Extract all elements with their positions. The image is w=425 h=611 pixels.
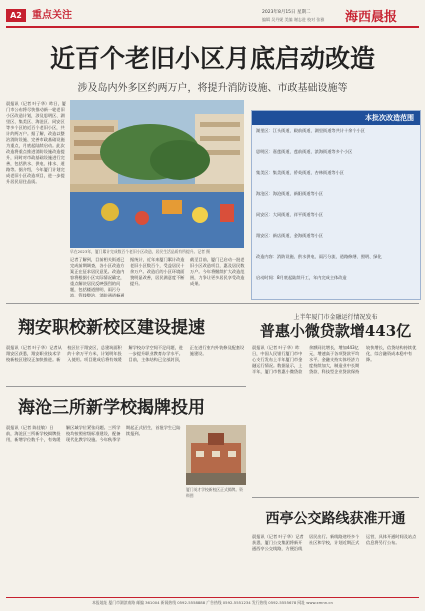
scope-item: 海沧区：海沧街道、新阳街道等小区 xyxy=(256,191,324,196)
lead-subheadline: 涉及岛内外多区约两万户，将提升消防设施、市政基础设施等 xyxy=(77,83,348,94)
article-4-kicker: 上半年厦门市金融运行情况发布 xyxy=(293,314,378,321)
article-4-headline: 普惠小微贷款增443亿 xyxy=(259,322,412,340)
page-number-badge: A2 xyxy=(6,9,26,22)
section-name: 重点关注 xyxy=(32,10,72,21)
paper-logo: 海西晨报 xyxy=(345,10,398,25)
section-divider xyxy=(6,303,419,304)
article-3-headline: 海沧三所新学校揭牌投用 xyxy=(18,398,205,418)
article-3-photo xyxy=(186,425,246,485)
playground-illustration xyxy=(70,100,244,248)
scope-item: 湖里区：江头街道、殿前街道、湖里街道等共计十余个小区 xyxy=(256,128,365,133)
article-3-body: 晨报讯（记者 陈佳敏）日前，海沧区三所新学校揭牌投用，新增学位数千个，有效缓解区域学位紧张问题。三所学校均按照省级标准建设，配备现代化教学设施。今年秋季学期起正式招生，首批学生已陆续报到。 xyxy=(6,425,181,442)
scope-item: 同安区：大同街道、祥平街道等小区 xyxy=(256,212,324,217)
article-2-headline: 翔安职校新校区建设提速 xyxy=(18,318,205,338)
lead-column-2: 记者了解到，目前相关街道已完成前期调查，各小区改造方案正在征求居民意见。改造内容将根据小区实际情况确定，重点解决居民反映强烈的问题，包括楼道照明、雨污分流、管线整治、消防通道畅通 xyxy=(70,257,125,297)
scope-item: 启动时间：8月底起陆续开工，年内完成主体改造 xyxy=(256,275,347,280)
article-2-body: 晨报讯（记者 叶子华）记者从翔安区获悉，翔安职业技术学校新校区建设正加快推进。新校区位于翔安区，总建筑面积约十余万平方米，计划明年投入使用。项目建成后将有效缓解学校办学空间不足问题，进一步提升职业教育办学水平。目前，主体结构已全部封顶，正在进行室内外装修及配套设施建设。 xyxy=(6,345,245,362)
article-divider xyxy=(252,497,419,498)
date-line: 2023年8月15日 星期二 xyxy=(262,10,311,15)
scope-item: 思明区：嘉莲街道、莲前街道、滨海街道等多个小区 xyxy=(256,149,353,154)
article-5-body: 晨报讯（记者 叶子华）记者获悉，厦门公交集团将新开通西亭公交线路，方便沿线居民出行。新线路途经多个社区和学校，计划近期正式运营，具体开通时间及站点信息将另行公布。 xyxy=(252,534,417,551)
renovation-scope-title: 本批次改造范围 xyxy=(252,111,420,125)
article-divider xyxy=(6,386,246,387)
school-illustration xyxy=(186,425,246,485)
lead-headline: 近百个老旧小区月底启动改造 xyxy=(49,44,375,73)
article-5-headline: 西亭公交路线获准开通 xyxy=(265,511,406,527)
scope-item: 改造内容：消防设施、供水供电、雨污分流、道路修缮、照明、绿化 xyxy=(256,254,382,259)
footer-rule xyxy=(6,597,419,598)
lead-column-1: 晨报讯（记者 叶子华）昨日，厦门市公布将尽快推动新一轮老旧小区改造计划，涉及思明区、湖里区、集美区、海沧区、同安区等多个区的近百个老旧小区，共计约两万户。据了解，改造以整治消防设施、完善市政基础设施为重点，月底起陆续启动。此次改造将重点推进消防设施改造提升，同时对市政基础设施进行完善，包括供水、供电、排水、道路等。据介绍，今年厦门计划完成老旧小区改造项目，进一步提升居民居住品质。 xyxy=(6,101,66,184)
article-3-caption: 厦门英才学校新校区正式揭牌。资料图 xyxy=(186,487,243,498)
footer-info: 本报地址 厦门市湖滨南路 邮编 361004 新闻热线 0592-5558888 广告热线 0592-5551234 发行热线 0592-5555678 网址 www.xmnn.cn xyxy=(92,600,333,605)
lead-column-4: 截至目前，厦门已启动一批老旧小区改造项目，惠及居民数万户。今年将继续扩大改造范围，力争让更多居民享受改造成果。 xyxy=(190,257,245,286)
article-4-body: 晨报讯（记者 叶子华）昨日，中国人民银行厦门市中心支行发布上半年厦门市金融运行情况。数据显示，上半年，厦门市普惠小微贷款余额同比增长，增加443亿元，增速高于各项贷款平均水平。金融支持实体经济力度持续加大，制造业中长期贷款、科技型企业贷款保持较快增长，信贷结构持续优化，综合融资成本稳中有降。 xyxy=(252,345,417,374)
lead-column-3: 据统计，近年来厦门累计改造老旧小区数百个，受益居民十余万户。改造后的小区环境面貌明显改善，居民满意度不断提升。 xyxy=(130,257,185,286)
editor-line: 编辑 吴丹妮 美编 谢志进 校对 张雅 xyxy=(262,17,325,22)
header-rule xyxy=(6,26,419,28)
scope-item: 翔安区：新店街道、金海街道等小区 xyxy=(256,233,324,238)
lead-photo xyxy=(70,100,244,248)
scope-item: 集美区：集美街道、侨英街道、杏林街道等小区 xyxy=(256,170,344,175)
renovation-scope-box xyxy=(251,110,421,300)
lead-photo-caption: 早在2023年，厦门累计完成数百个老旧小区改造，居民生活品质有所提升。记者 摄 xyxy=(70,249,210,254)
